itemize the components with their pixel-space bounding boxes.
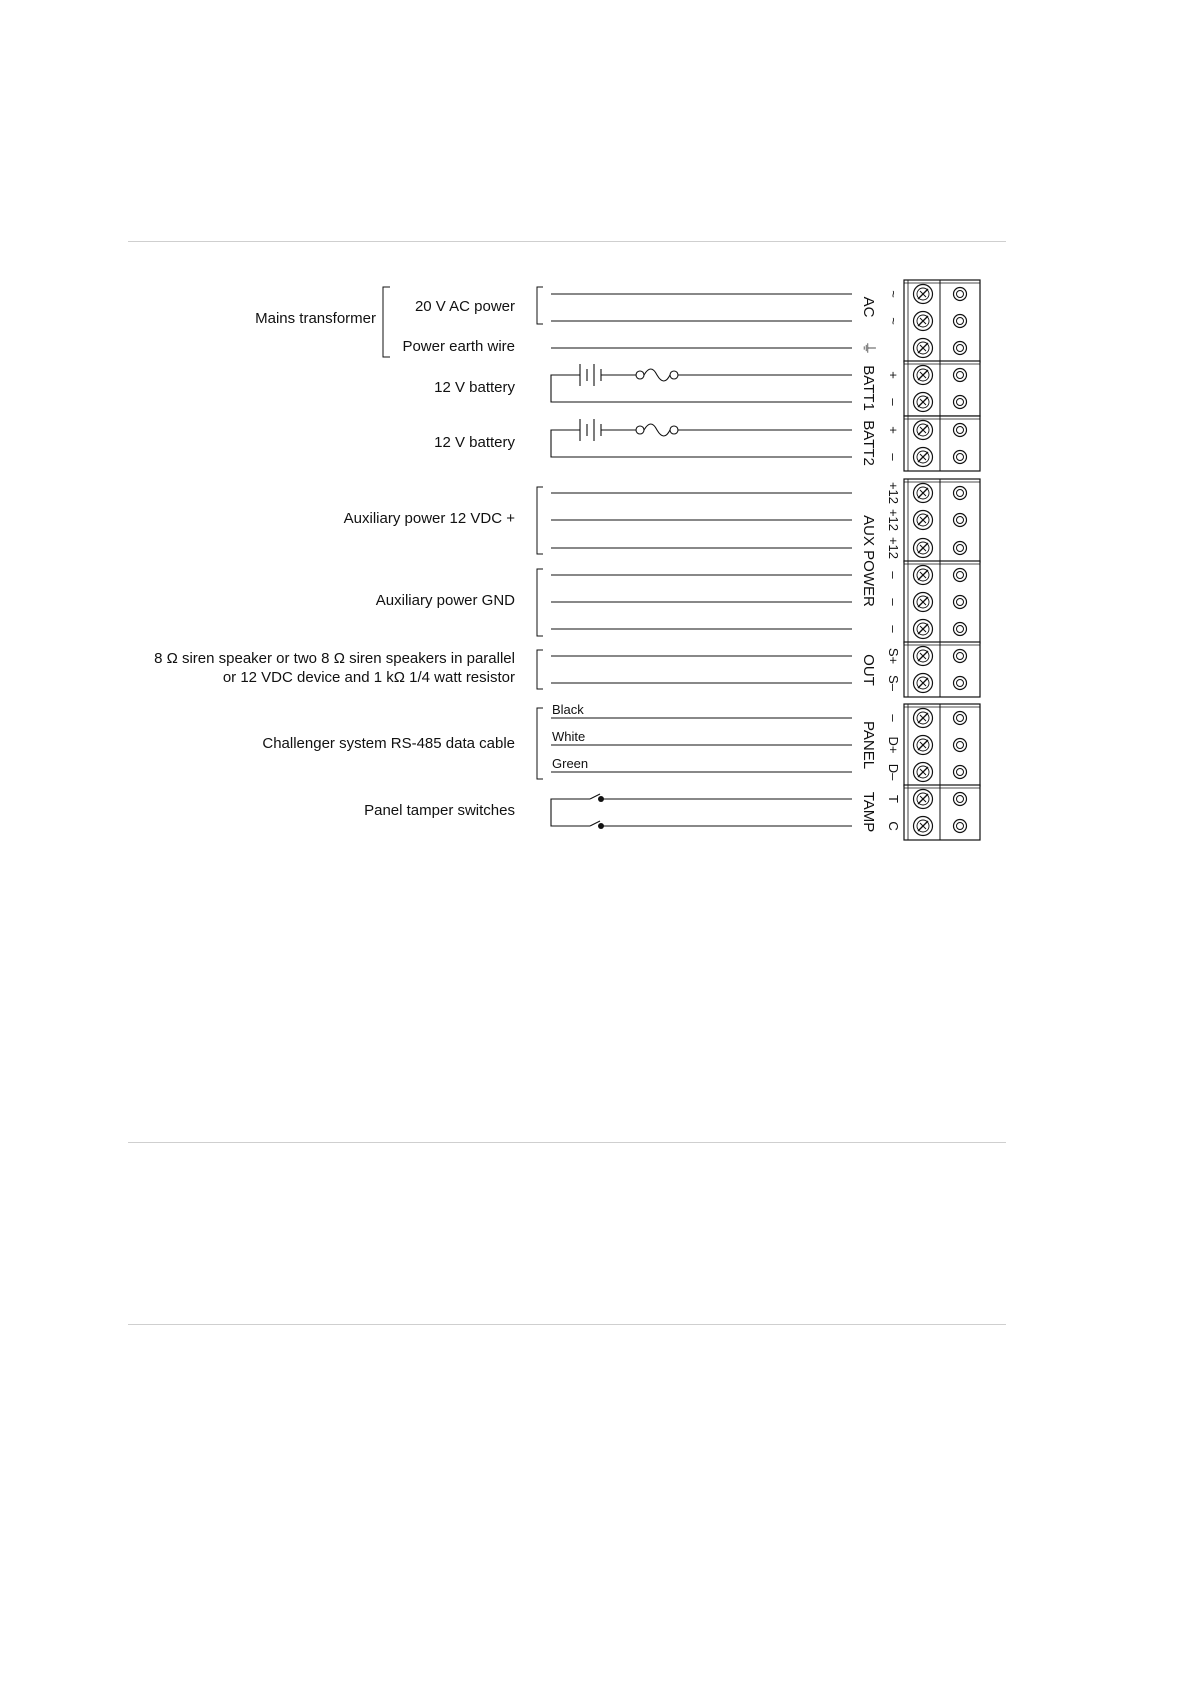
wire-label-green: Green <box>552 756 589 771</box>
socket-icon <box>954 315 967 328</box>
pin-batt2-minus: – <box>886 453 901 461</box>
label-ac-power: 20 V AC power <box>414 298 515 315</box>
pin-out-s-plus: S+ <box>886 647 901 665</box>
aux-gnd-bracket <box>537 569 543 636</box>
socket-icon <box>954 596 967 609</box>
socket-icon <box>954 451 967 464</box>
aux-plus-bracket <box>537 487 543 554</box>
pin-tamp-t: T <box>886 795 901 803</box>
terminal-group-aux-power: AUX POWER <box>860 515 877 607</box>
socket-icon <box>954 342 967 355</box>
terminal-block <box>904 280 980 840</box>
wires <box>551 294 852 772</box>
terminal-group-batt2: BATT2 <box>860 420 877 466</box>
terminal-group-batt1: BATT1 <box>860 365 877 411</box>
pin-batt1-plus: + <box>886 371 901 379</box>
pin-tamp-c: C <box>886 821 901 831</box>
wire-label-white: White <box>552 729 586 744</box>
panel-bracket <box>537 708 543 779</box>
pin-aux-5: – <box>886 598 901 606</box>
terminal-group-earth: ⏚ <box>860 340 877 356</box>
pin-panel-minus: – <box>886 714 901 722</box>
socket-icon <box>954 712 967 725</box>
socket-icon <box>954 288 967 301</box>
terminal-group-tamp: TAMP <box>860 791 877 833</box>
mains-bracket <box>383 287 390 357</box>
battery-1-circuit <box>551 364 852 402</box>
tamper-switch-circuit <box>551 794 852 829</box>
terminal-group-ac: AC <box>860 296 877 318</box>
pin-panel-d-minus: D– <box>886 763 901 781</box>
pin-aux-1: +12 <box>886 481 901 505</box>
socket-icon <box>954 396 967 409</box>
socket-icon <box>954 677 967 690</box>
pin-ac-1: ~ <box>886 290 901 298</box>
wire-label-black: Black <box>552 702 584 717</box>
socket-icon <box>954 514 967 527</box>
pin-batt2-plus: + <box>886 426 901 434</box>
terminal-group-panel: PANEL <box>860 720 877 770</box>
label-aux-gnd: Auxiliary power GND <box>375 592 515 609</box>
ac-bracket <box>537 287 543 324</box>
socket-icon <box>954 820 967 833</box>
socket-icon <box>954 542 967 555</box>
label-siren-line-2: or 12 VDC device and 1 kΩ 1/4 watt resistor <box>222 669 515 686</box>
label-siren-line-1: 8 Ω siren speaker or two 8 Ω siren speakers in parallel <box>154 650 515 667</box>
terminal-group-out: OUT <box>860 654 877 686</box>
label-battery-1: 12 V battery <box>434 379 515 396</box>
label-battery-2: 12 V battery <box>434 434 515 451</box>
pin-panel-d-plus: D+ <box>886 736 901 754</box>
pin-batt1-minus: – <box>886 398 901 406</box>
socket-icon <box>954 487 967 500</box>
pin-aux-2: +12 <box>886 508 901 532</box>
socket-icon <box>954 766 967 779</box>
socket-icon <box>954 369 967 382</box>
socket-icon <box>954 569 967 582</box>
socket-icon <box>954 424 967 437</box>
pin-aux-6: – <box>886 625 901 633</box>
pin-out-s-minus: S– <box>886 675 901 691</box>
socket-icon <box>954 650 967 663</box>
pin-aux-4: – <box>886 571 901 579</box>
label-aux-plus: Auxiliary power 12 VDC + <box>343 510 515 527</box>
socket-icon <box>954 793 967 806</box>
socket-icon <box>954 623 967 636</box>
out-bracket <box>537 650 543 689</box>
socket-icon <box>954 739 967 752</box>
pin-ac-2: ~ <box>886 317 901 325</box>
label-mains-transformer: Mains transformer <box>255 310 376 327</box>
battery-2-circuit <box>551 419 852 457</box>
pin-aux-3: +12 <box>886 536 901 560</box>
label-tamper: Panel tamper switches <box>364 802 515 819</box>
label-earth-wire: Power earth wire <box>402 338 515 355</box>
label-rs485: Challenger system RS-485 data cable <box>262 735 515 752</box>
